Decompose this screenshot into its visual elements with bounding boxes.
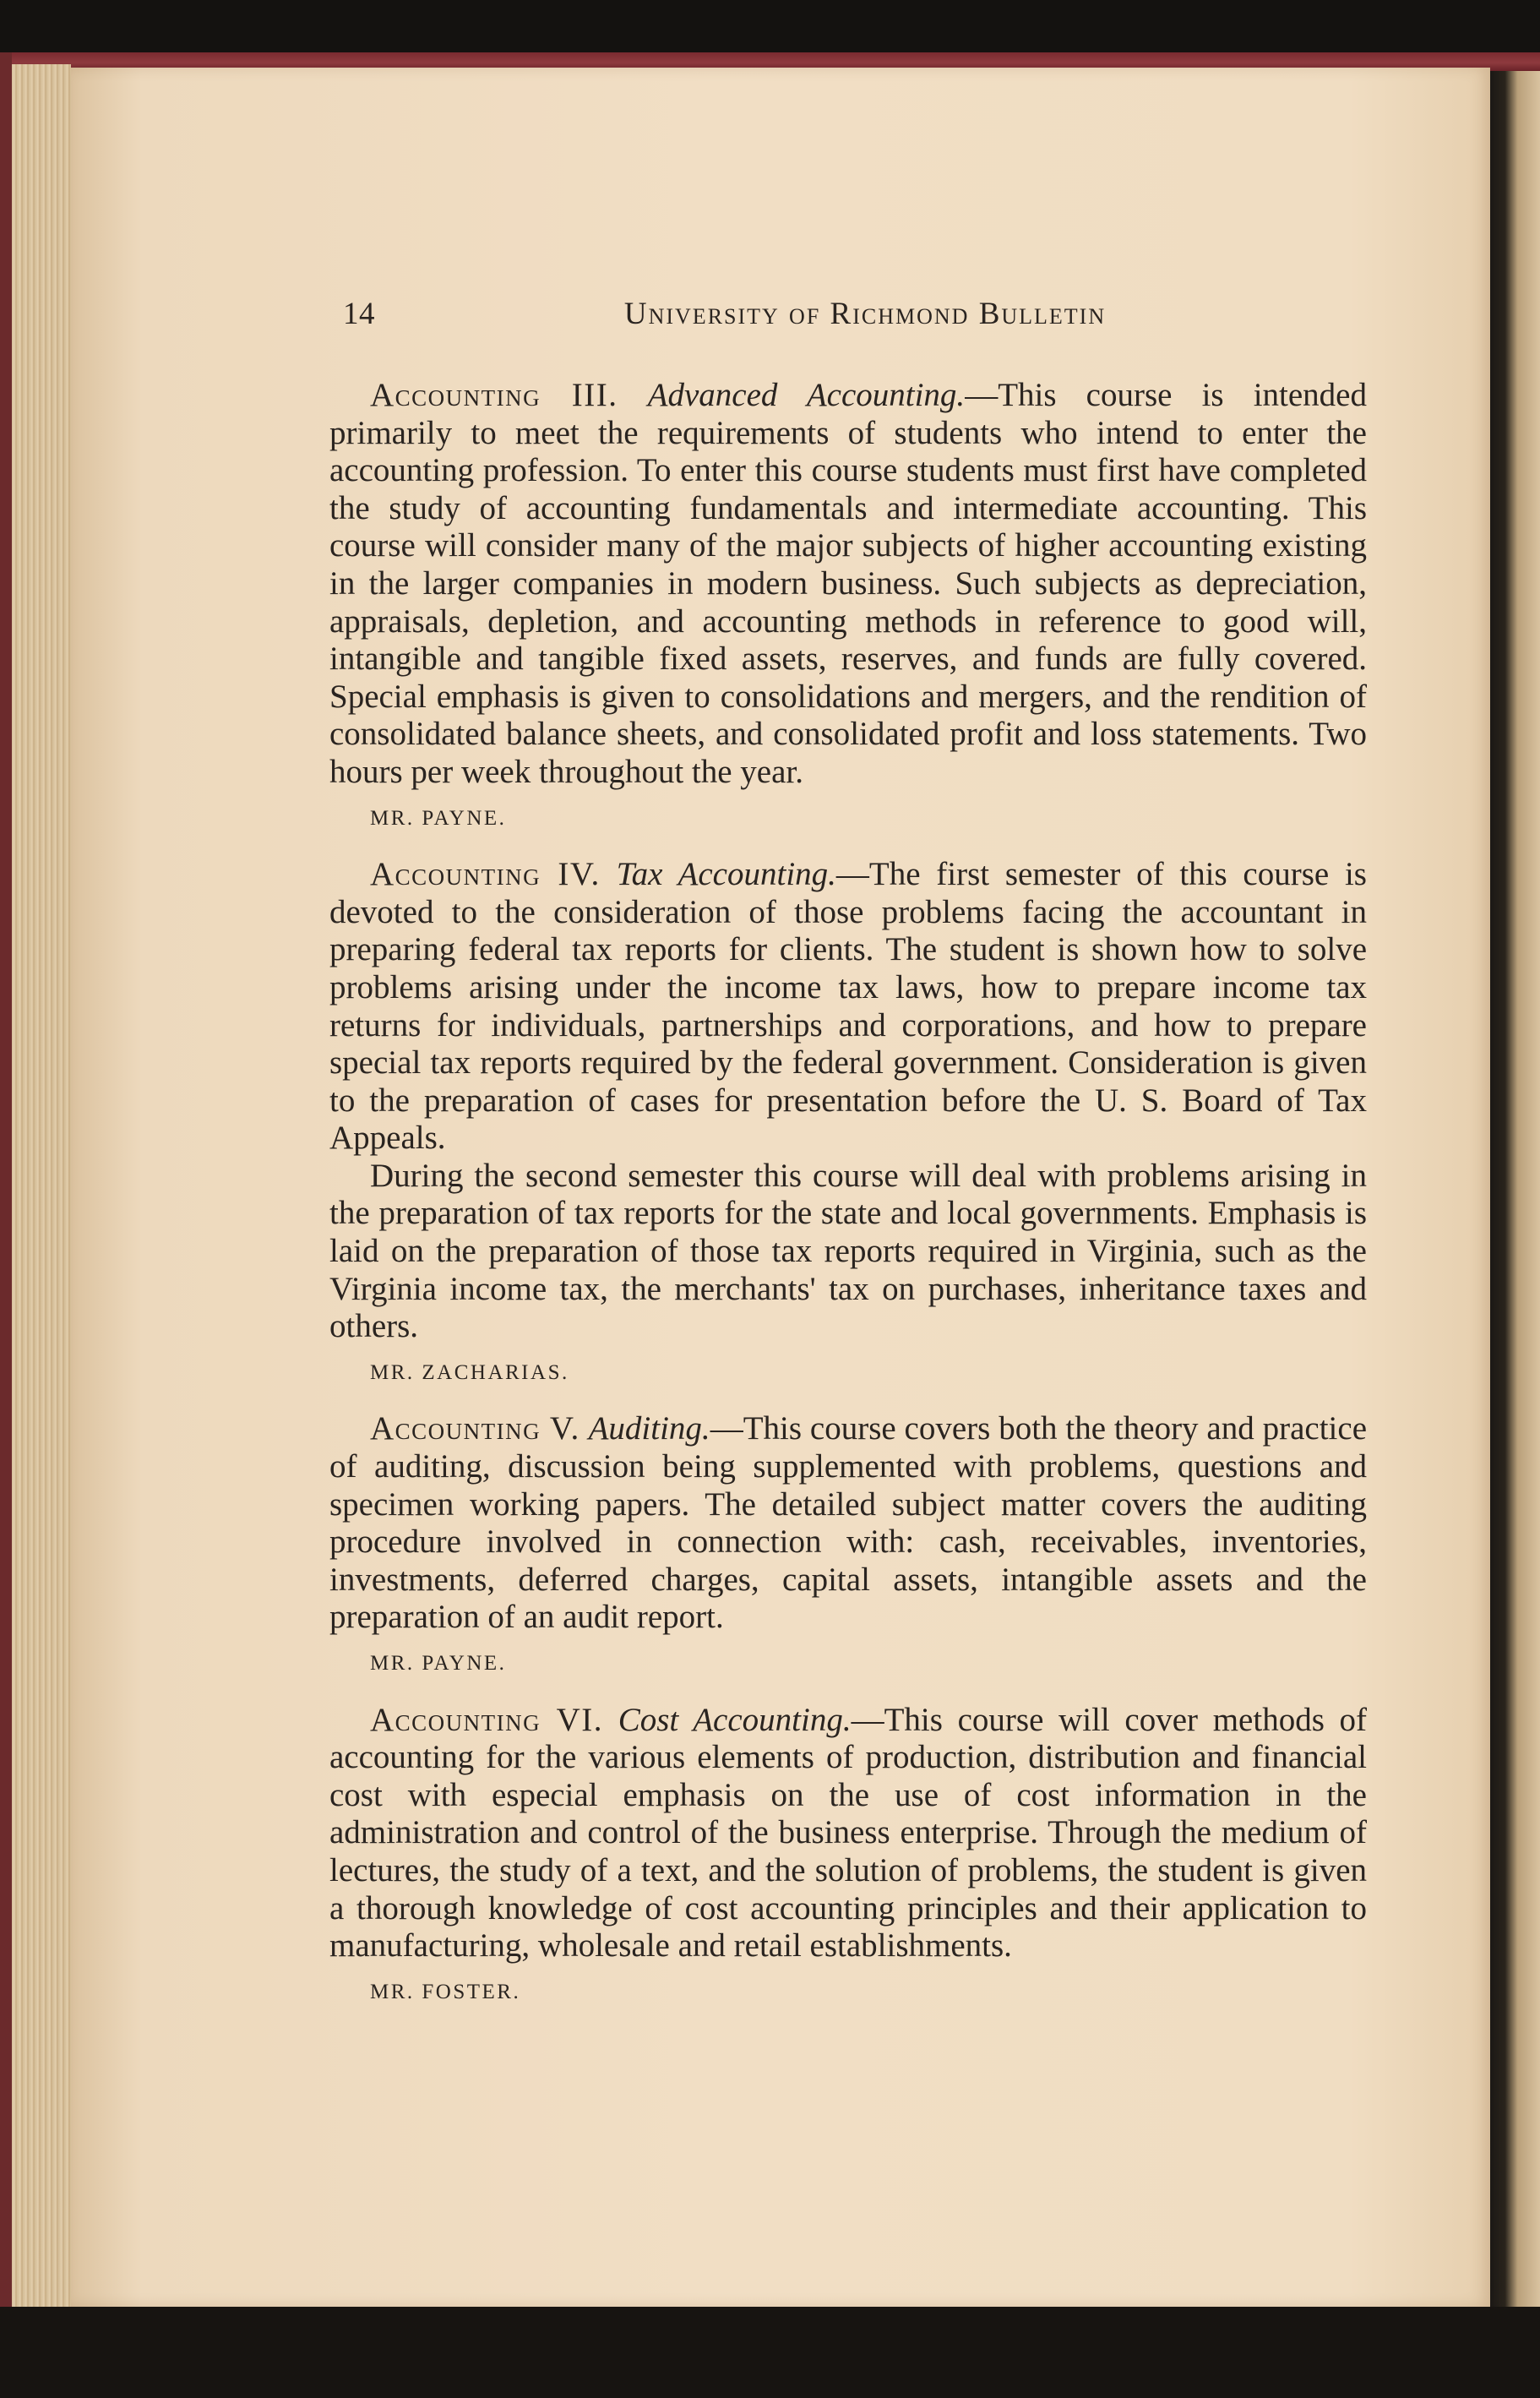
- course-title: Tax Accounting.: [616, 856, 836, 893]
- course-number: Accounting V.: [370, 1410, 580, 1447]
- course-entry-accounting-v: [329, 1410, 1367, 1682]
- course-description: —The first semester of this course is devoted to the consideration of those problems facing the accountant in preparing federal tax reports for clients. The student is shown how to solve problems arising under the income tax laws, how to prepare income tax returns for individuals, partnerships and corporations, and how to prepare special tax reports required by the federal government. Consideration is given to the preparation of cases for presentation before the U. S. Board of Tax Appeals.: [329, 856, 1367, 1157]
- course-entry-accounting-iv: [329, 856, 1367, 1392]
- course-description: —This course will cover methods of accounting for the various elements of production, distribution and financial cost with especial emphasis on the use of cost information in the administration and control of the business enterprise. Through the medium of lectures, the study of a text, and the solution of problems, the student is given a thorough knowledge of cost accounting principles and their application to manufacturing, wholesale and retail establishments.: [329, 1701, 1368, 1965]
- course-paragraph: [329, 1410, 1367, 1637]
- instructor-name: MR. ZACHARIAS.: [370, 1360, 569, 1384]
- facing-page-gutter: [1490, 71, 1540, 2319]
- course-paragraph: [329, 377, 1367, 792]
- bulletin-title: University of Richmond Bulletin: [623, 297, 1107, 331]
- course-description: —This course covers both the theory and practice of auditing, discussion being supplemented with problems, questions and specimen working papers. The detailed subject matter covers the auditing procedure involved in connection with: cash, receivables, inventories, investments, deferred charges, capital assets, intangible assets and the preparation of an audit report.: [329, 1410, 1368, 1636]
- scan-background-bottom: [0, 2307, 1540, 2398]
- page-number: 14: [343, 297, 375, 331]
- page-stack-edges: [12, 64, 71, 2312]
- course-entry-accounting-vi: [329, 1702, 1367, 2012]
- course-title: Cost Accounting.: [618, 1701, 852, 1738]
- instructor-name: MR. PAYNE.: [370, 806, 507, 830]
- course-title: Auditing.: [588, 1410, 710, 1447]
- course-paragraph: [329, 1702, 1367, 1965]
- course-number: Accounting IV.: [370, 856, 601, 893]
- course-paragraph-second: During the second semester this course will deal with problems arising in the preparation of tax reports for the state and local governments. Emphasis is laid on the preparation of those tax reports required in Virginia, such as the Virginia income tax, the merchants' tax on purchases, inheritance taxes and others.: [329, 1157, 1367, 1345]
- course-number: Accounting VI.: [370, 1701, 604, 1738]
- course-entry-accounting-iii: [329, 377, 1367, 837]
- course-paragraph: [329, 856, 1367, 1158]
- book-cover-left-edge: [0, 52, 12, 2334]
- page-text: [329, 296, 1367, 2030]
- course-title: Advanced Accounting.: [647, 377, 966, 413]
- instructor-name: MR. FOSTER.: [370, 1980, 521, 2003]
- course-description: —This course is intended primarily to meet the requirements of students who intend to enter the accounting profession. To enter this course students must first have completed the study of accounting fundamentals and intermediate accounting. This course will consider many of the major subjects of higher accounting existing in the larger companies in modern business. Such subjects as depreciation, appraisals, depletion, and accounting methods in reference to good will, intangible and tangible fixed assets, reserves, and funds are fully covered. Special emphasis is given to consolidations and mergers, and the rendition of consolidated balance sheets, and consolidated profit and loss statements. Two hours per week throughout the year.: [329, 377, 1367, 790]
- running-header: [329, 296, 1367, 346]
- course-number: Accounting III.: [370, 377, 618, 413]
- instructor-name: MR. PAYNE.: [370, 1652, 507, 1675]
